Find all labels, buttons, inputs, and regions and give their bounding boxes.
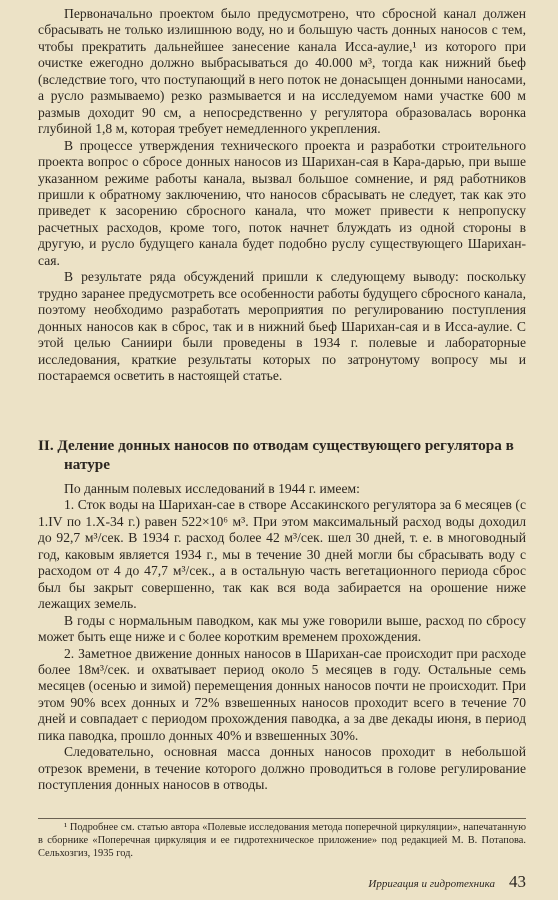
paragraph: 1. Сток воды на Шарихан-сае в створе Ассакинского регулятора за 6 месяцев (с 1.IV по 1.X-34 г.) равен 522×10⁶ м³. При этом максимальный расход воды доходил до 92,7 м³/сек. В 1934 г. расход более 42 м³/сек. шел 30 дней, т. е. в многоводный год, каковым является 1934 г., мы в течение 30 дней могли бы сбрасывать воду с расходом от 4 до 47,7 м³/сек., а в остальную часть вегетационного периода сброс был бы закрыт совершенно, так как вся вода забирается на орошение ниже лежащих земель. xyxy=(38,497,526,612)
paragraph: По данным полевых исследований в 1944 г. имеем: xyxy=(64,481,360,496)
page-number: 43 xyxy=(509,872,526,891)
running-footer: Ирригация и гидротехника xyxy=(368,878,495,890)
paragraph: В процессе утверждения технического проекта и разработки строительного проекта вопрос о сбросе донных наносов из Шарихан-сая в Кара-дарью, при выше указанном режиме работы канала, вызвал большое сомнение, и ряд работников пришли к обратному заключению, что наносов сбрасывать не следует, так как это приведет к засорению сбросного канала, что может привести к непропуску расчетных расходов, кроме того, поток начнет блуждать из одной стороны в другую, и русло будущего канала будет подобно руслу существующего Шарихан-сая. xyxy=(38,137,526,268)
section-text xyxy=(38,481,526,794)
paragraph: В результате ряда обсуждений пришли к следующему выводу: поскольку трудно заранее предусмотреть все особенности работы будущего сбросного канала, поэтому необходимо разработать мероприятия по регулированию поступления донных наносов как в сброс, так и в нижний бьеф Шарихан-сая и в Исса-аулие. С этой целью Саниири были проведены в 1934 г. полевые и лабораторные исследования, краткие результаты которых по затронутому вопросу мы и постараемся осветить в настоящей статье. xyxy=(38,269,526,383)
intro-text xyxy=(38,6,526,384)
paragraph: Следовательно, основная масса донных наносов проходит в небольшой отрезок времени, в течение которого должно проводиться в голове регулирование поступления донных наносов в отводы. xyxy=(38,744,526,793)
paragraph: 2. Заметное движение донных наносов в Шарихан-сае происходит при расходе более 18м³/сек. и охватывает период около 5 месяцев в году. Остальные семь месяцев (осенью и зимой) перемещения донных наносов почти не происходит. При этом 90% всех донных и 72% взвешенных наносов проходит всего в течение 70 дней и совпадает с периодом прохождения паводка, а за две декады июня, в период пика паводка, прошло донных 40% и взвешенных 30%. xyxy=(38,645,526,743)
footnote: ¹ Подробнее см. статью автора «Полевые исследования метода поперечной циркуляции», напечатанную в сборнике «Поперечная циркуляция и ее гидротехническое приложение» под редакцией М. В. Потапова. Сельхозгиз, 1935 год. xyxy=(38,822,526,859)
paragraph: Первоначально проектом было предусмотрено, что сбросной канал должен сбрасывать не только излишнюю воду, но и большую часть донных наносов с тем, чтобы прекратить дальнейшее занесение канала Исса-аулие,¹ из которого при очистке ежегодно должно выбрасываться до 40.000 м³, тогда как нижний бьеф (вследствие того, что поступающий в него поток не донасыщен донными наносами, а русло размываемо) резко размывается и на исследуемом нами участке 600 м размыв доходит 90 см, а непосредственно у регулятора образовалась воронка глубиной 1,8 м, которая требует немедленного укрепления. xyxy=(38,6,526,137)
footnote-divider xyxy=(38,818,526,819)
page-footer xyxy=(310,872,526,892)
section-heading: II. Деление донных наносов по отводам существующего регулятора в натуре xyxy=(38,437,514,473)
paragraph: В годы с нормальным паводком, как мы уже говорили выше, расход по сбросу может быть еще ниже и с более коротким временем прохождения. xyxy=(38,612,526,645)
